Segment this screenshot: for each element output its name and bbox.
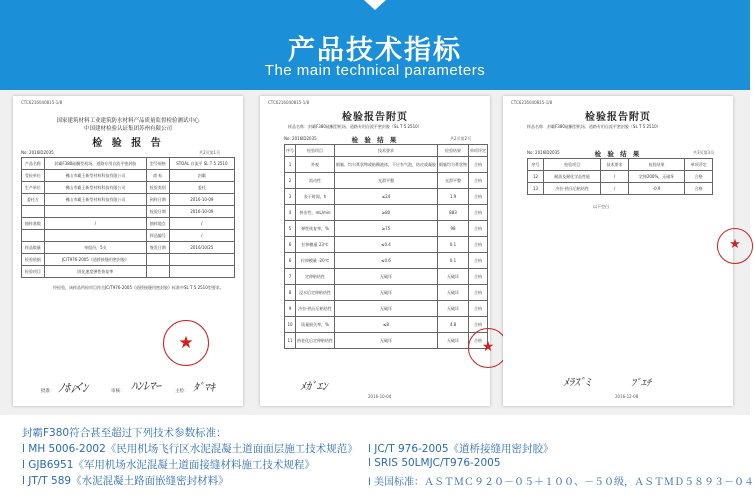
table-cell bbox=[169, 266, 234, 278]
table-cell: 合格 bbox=[469, 221, 488, 237]
table-cell: ≥80 bbox=[335, 205, 438, 221]
table-cell: 封霸F380硅酮型机场、道路专用自流平密封胶 bbox=[44, 158, 146, 170]
table-cell: 合格 bbox=[685, 171, 713, 183]
standard-jct-976: l JC/T 976-2005《道桥接缝用密封胶》 bbox=[368, 443, 554, 455]
table-cell: 无破坏 bbox=[438, 333, 469, 349]
table-row bbox=[285, 189, 488, 205]
table-cell: 检验类别 bbox=[146, 182, 169, 194]
standard-jtt-589: l JT/T 589《水泥混凝土路面嵌缝密封材料》 bbox=[22, 475, 229, 487]
report-page-2[interactable] bbox=[260, 96, 495, 406]
table-cell: 抽样地点 bbox=[146, 218, 169, 230]
table-row bbox=[22, 230, 235, 242]
table-cell: 签发日期 bbox=[146, 242, 169, 254]
table-cell: 耐油及耐化学品性能 bbox=[544, 171, 601, 183]
stamp-star-icon: ★ bbox=[481, 339, 495, 355]
table-cell bbox=[44, 206, 146, 218]
report-code: CTC6216040815-1/8 bbox=[268, 100, 310, 105]
table-cell: 产品名称 bbox=[22, 158, 45, 170]
page-number: 共2页第2页 bbox=[450, 136, 472, 141]
table-cell bbox=[146, 266, 169, 278]
report-conclusion: 经检验，该样品所检项目符合JC/T976-2005《道桥接缝用密封胶》标准中SL T 5 2510型要求。 bbox=[53, 285, 224, 290]
standard-mh-5006: l MH 5006-2002《民用机场飞行区水泥混凝土道面面层施工技术规范》 bbox=[22, 443, 358, 455]
table-row bbox=[285, 221, 488, 237]
report-info-table bbox=[21, 157, 235, 278]
table-cell bbox=[44, 230, 146, 242]
table-cell: 883 bbox=[438, 205, 469, 221]
table-cell: 型号规格 bbox=[146, 158, 169, 170]
table-header-cell: 单项评定 bbox=[685, 159, 713, 171]
table-cell: 外观 bbox=[296, 157, 335, 173]
table-row bbox=[285, 269, 488, 285]
table-cell bbox=[146, 254, 169, 266]
table-cell bbox=[22, 206, 45, 218]
table-cell: 合格 bbox=[469, 333, 488, 349]
signature-reviewer: ﾊﾝﾚﾏｰ bbox=[131, 379, 162, 393]
table-cell: 抽样基数 bbox=[22, 218, 45, 230]
table-cell: 佛山市霸王新型材料科技有限公司 bbox=[44, 170, 146, 182]
appendix-title: 检验报告附页 bbox=[585, 112, 651, 123]
table-cell: 样品编号 bbox=[146, 230, 169, 242]
table-cell: 固化速度弹性恢复率 bbox=[44, 266, 146, 278]
table-cell: 表干时间，h bbox=[296, 189, 335, 205]
table-cell: 7 bbox=[285, 269, 296, 285]
table-cell: 光滑平整 bbox=[438, 173, 469, 189]
table-header-cell: 检验项目 bbox=[296, 145, 335, 157]
sample-name: 样品名称：封霸F380硅酮型机场、道路专用自流平密封胶（SL T 5 2510） bbox=[527, 124, 661, 129]
results-title: 检 验 结 果 bbox=[351, 136, 399, 144]
table-cell: ≤8 bbox=[335, 317, 438, 333]
table-cell: STOAL 自流平 SL T 5 2510 bbox=[169, 158, 234, 170]
approve-label: 批准： bbox=[41, 389, 55, 394]
standard-gjb6951: l GJB6951《军用机场水泥混凝土道面接缝材料施工技术规程》 bbox=[22, 459, 315, 471]
table-row bbox=[22, 242, 235, 254]
table-cell: 0.1 bbox=[438, 253, 469, 269]
table-cell: 4 bbox=[285, 205, 296, 221]
report-code: CTC6216040815-1/8 bbox=[511, 100, 553, 105]
standards-intro: 封霸F380符合甚至超过下列技术参数标准： bbox=[22, 427, 227, 439]
table-cell: 合格 bbox=[469, 205, 488, 221]
table-cell: 1.9 bbox=[438, 189, 469, 205]
table-cell: 6 bbox=[285, 253, 296, 269]
table-cell: ≤0.4 bbox=[335, 237, 438, 253]
table-cell: 受检单位 bbox=[22, 170, 45, 182]
table-row bbox=[22, 182, 235, 194]
table-cell: 5 bbox=[285, 221, 296, 237]
table-cell bbox=[169, 254, 234, 266]
page-title: 产品技术指标 bbox=[288, 35, 462, 66]
stamp-star-icon: ★ bbox=[729, 237, 741, 252]
table-header-cell: 技术要求 bbox=[335, 145, 438, 157]
report-page-1[interactable] bbox=[13, 96, 243, 406]
report-date: 2016-12-08 bbox=[615, 394, 639, 399]
table-cell: 无破坏 bbox=[438, 285, 469, 301]
table-cell: 定伸粘结性 bbox=[296, 269, 335, 285]
table-row bbox=[285, 253, 488, 269]
org-line-1: 国家建筑材料工业建筑防水材料产品质量监督检验测试中心 bbox=[56, 118, 200, 124]
table-cell: 无破坏 bbox=[335, 301, 438, 317]
table-header-cell: 检验项目 bbox=[544, 159, 601, 171]
table-cell: 2016-10-09 bbox=[169, 194, 234, 206]
sample-name: 样品名称：封霸F380硅酮型机场、道路专用自流平密封胶（SL T 5 2510） bbox=[288, 124, 422, 129]
table-row bbox=[22, 170, 235, 182]
stamp-star-icon: ★ bbox=[178, 333, 194, 353]
table-cell: 11 bbox=[285, 333, 296, 349]
header-banner bbox=[0, 0, 750, 90]
table-header-cell: 技术要求 bbox=[601, 159, 629, 171]
results-title: 检 验 结 果 bbox=[594, 150, 642, 158]
table-cell: 细腻均匀膏状物 bbox=[438, 157, 469, 173]
table-cell bbox=[22, 230, 45, 242]
table-cell: 10 bbox=[285, 317, 296, 333]
inspection-stamp bbox=[468, 328, 508, 368]
signature: ﾒｶﾞｴﾝ bbox=[300, 380, 328, 393]
table-row bbox=[285, 301, 488, 317]
table-cell: / bbox=[169, 230, 234, 242]
inspection-stamp bbox=[163, 320, 209, 366]
table-row bbox=[22, 218, 235, 230]
table-cell: 佛山市霸王新型材料科技有限公司 bbox=[44, 182, 146, 194]
table-row bbox=[285, 285, 488, 301]
table-cell: 商 标 bbox=[146, 170, 169, 182]
table-cell: 冷拉-热压后粘结性 bbox=[296, 301, 335, 317]
table-header-cell: 序号 bbox=[528, 159, 544, 171]
table-header-cell: 单项评定 bbox=[469, 145, 488, 157]
table-cell: 无破坏 bbox=[335, 333, 438, 349]
table-cell: 13 bbox=[528, 183, 544, 195]
table-cell: 合格 bbox=[469, 269, 488, 285]
table-row bbox=[528, 183, 713, 195]
table-header-cell: 检验结果 bbox=[438, 145, 469, 157]
table-cell: 委托方 bbox=[22, 194, 45, 206]
table-row bbox=[285, 333, 488, 349]
table-row bbox=[22, 194, 235, 206]
table-row bbox=[285, 237, 488, 253]
table-cell: 4.8 bbox=[438, 317, 469, 333]
table-cell: / bbox=[169, 218, 234, 230]
table-row bbox=[285, 157, 488, 173]
table-header-cell: 检验结果 bbox=[628, 159, 684, 171]
table-cell: 样品数量 bbox=[22, 242, 45, 254]
table-cell: 拉伸模量 23℃ bbox=[296, 237, 335, 253]
table-cell: / bbox=[44, 218, 146, 230]
table-cell: 12 bbox=[528, 171, 544, 183]
report-number: No: 2016ID2035 bbox=[527, 150, 560, 155]
table-header-row bbox=[285, 145, 488, 157]
table-cell: 检验依据 bbox=[22, 254, 45, 266]
table-header-cell: 序号 bbox=[285, 145, 296, 157]
table-cell: 委托 bbox=[169, 182, 234, 194]
table-cell: 封霸 bbox=[169, 170, 234, 182]
table-cell: 合格 bbox=[469, 285, 488, 301]
report-page-3[interactable] bbox=[503, 96, 741, 406]
table-cell: 合格 bbox=[469, 189, 488, 205]
page-subtitle: The main technical parameters bbox=[264, 62, 486, 79]
signature-approver: ﾉﾎ〆ﾝ bbox=[58, 381, 89, 395]
table-cell: 检验日期 bbox=[146, 206, 169, 218]
table-cell: 到样日期 bbox=[146, 194, 169, 206]
table-cell: 冷拉-热压后粘结性 bbox=[544, 183, 601, 195]
table-cell: 光滑平整 bbox=[335, 173, 438, 189]
table-cell: 合格 bbox=[469, 157, 488, 173]
report-number: No: 2016ID2035 bbox=[21, 150, 54, 155]
table-cell: ≤0.6 bbox=[335, 253, 438, 269]
table-row bbox=[285, 205, 488, 221]
table-cell: / bbox=[601, 171, 629, 183]
standards-section bbox=[0, 415, 754, 502]
results-table bbox=[527, 158, 713, 195]
banner-notch bbox=[364, 0, 386, 10]
table-cell: 合格 bbox=[469, 173, 488, 189]
table-cell: 挤出性，mL/min bbox=[296, 205, 335, 221]
table-cell: 佛山市霸王新型材料科技有限公司 bbox=[44, 194, 146, 206]
report-date: 2016-10-04 bbox=[368, 394, 392, 399]
results-table bbox=[284, 144, 488, 349]
table-cell: 单组份，5支 bbox=[44, 242, 146, 254]
table-cell: 2016-10-09 bbox=[169, 206, 234, 218]
table-row bbox=[528, 171, 713, 183]
table-row bbox=[22, 254, 235, 266]
table-cell: 定伸200%，无破坏 bbox=[628, 171, 684, 183]
table-row bbox=[285, 317, 488, 333]
table-cell: 检验项目 bbox=[22, 266, 45, 278]
signature: ﾒﾗｽﾞﾐ bbox=[563, 376, 591, 389]
signature-inspector: ﾀﾞﾏｷ bbox=[193, 381, 215, 394]
table-cell: 流动性 bbox=[296, 173, 335, 189]
page-number: 共3页第3页 bbox=[693, 150, 715, 155]
table-cell: 生产单位 bbox=[22, 182, 45, 194]
table-cell: 3 bbox=[285, 189, 296, 205]
table-cell: 98 bbox=[438, 221, 469, 237]
inspector-label: 主检： bbox=[175, 389, 189, 394]
table-cell: ≥75 bbox=[335, 221, 438, 237]
table-cell: 2016/10/25 bbox=[169, 242, 234, 254]
table-row bbox=[285, 173, 488, 189]
table-cell: 无破坏 bbox=[335, 285, 438, 301]
table-cell: 质量损失率，% bbox=[296, 317, 335, 333]
table-row bbox=[22, 266, 235, 278]
table-cell: 弹性恢复率，% bbox=[296, 221, 335, 237]
table-cell: 1 bbox=[285, 157, 296, 173]
table-cell: 0.1 bbox=[438, 237, 469, 253]
table-cell: 8 bbox=[285, 285, 296, 301]
table-cell: 合格 bbox=[685, 183, 713, 195]
standard-astm: l 美国标准：ＡＳＴＭＣ９２０－０５＋１００、－５０级，ＡＳＴＭＤ５８９３－０４ bbox=[368, 477, 754, 488]
report-number: No: 2016ID2035 bbox=[284, 136, 317, 141]
table-cell: 6 bbox=[285, 237, 296, 253]
table-cell: ≤24 bbox=[335, 189, 438, 205]
table-cell: -0.9 bbox=[628, 183, 684, 195]
table-cell: 合格 bbox=[469, 253, 488, 269]
review-label: 审核： bbox=[111, 389, 125, 394]
page-number: 共2页第1页 bbox=[199, 150, 221, 155]
table-row bbox=[22, 158, 235, 170]
table-cell: 无破坏 bbox=[335, 269, 438, 285]
table-header-row bbox=[528, 159, 713, 171]
table-cell: JC/T976-2005《道桥接缝用密封胶》 bbox=[44, 254, 146, 266]
report-code: CTC6216040815-1/8 bbox=[21, 100, 63, 105]
table-cell: 无破坏 bbox=[438, 301, 469, 317]
appendix-title: 检验报告附页 bbox=[342, 112, 408, 123]
end-note: 以下空白 bbox=[593, 204, 609, 209]
report-title: 检 验 报 告 bbox=[92, 138, 164, 149]
table-cell: 9 bbox=[285, 301, 296, 317]
table-cell: 拉伸模量 -20℃ bbox=[296, 253, 335, 269]
table-row bbox=[22, 206, 235, 218]
table-cell: / bbox=[601, 183, 629, 195]
table-cell: 合格 bbox=[469, 237, 488, 253]
signature-2: ﾌﾟｴﾁ bbox=[631, 378, 651, 389]
org-line-2: 中国建材检验认证集团苏州有限公司 bbox=[83, 126, 172, 132]
table-cell: 2 bbox=[285, 173, 296, 189]
table-cell: 热老化后定伸粘结性 bbox=[296, 333, 335, 349]
table-cell: 合格 bbox=[469, 301, 488, 317]
inspection-stamp bbox=[717, 228, 753, 264]
table-cell: 无破坏 bbox=[438, 269, 469, 285]
table-cell: 浸水后定伸粘结性 bbox=[296, 285, 335, 301]
table-cell: 细腻、均匀膏状物或粘稠液体，不应有气泡、结皮或凝胶 bbox=[335, 157, 438, 173]
table-cell: 合格 bbox=[469, 317, 488, 333]
standard-sris: l SRIS 50LMJC/T976-2005 bbox=[368, 457, 501, 469]
